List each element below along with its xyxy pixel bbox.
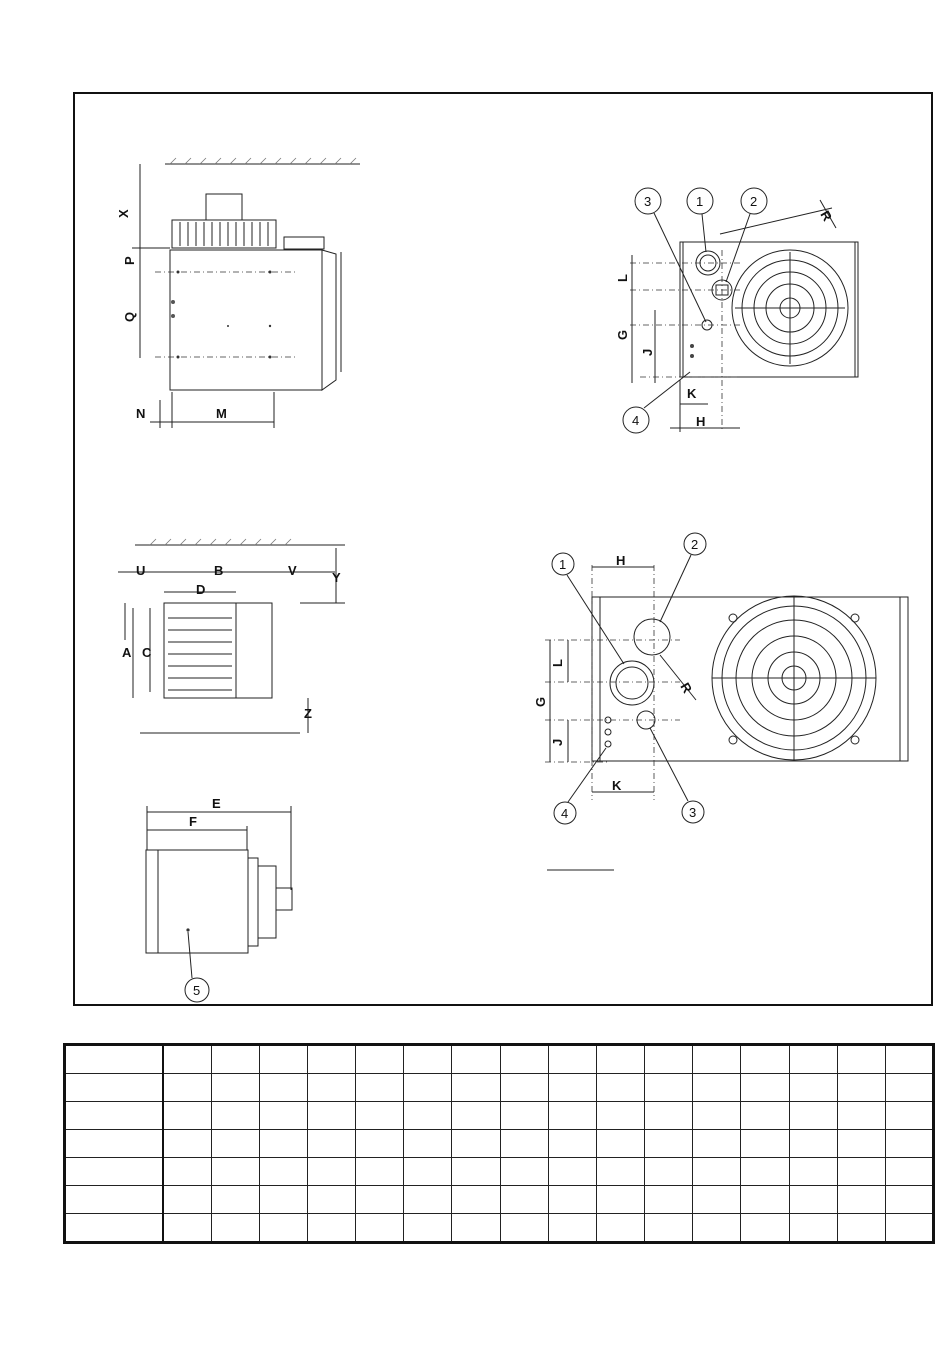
rear-view-large — [533, 533, 908, 870]
table-cell — [500, 1158, 548, 1186]
svg-text:L: L — [550, 659, 565, 667]
table-cell — [163, 1158, 211, 1186]
svg-text:F: F — [189, 814, 197, 829]
table-cell — [307, 1186, 355, 1214]
table-cell — [452, 1158, 500, 1186]
table-cell — [65, 1186, 164, 1214]
table-cell — [693, 1186, 741, 1214]
table-cell — [404, 1214, 452, 1243]
table-cell — [741, 1130, 789, 1158]
table-cell — [693, 1130, 741, 1158]
table-row — [65, 1074, 934, 1102]
svg-text:U: U — [136, 563, 146, 578]
table-cell — [741, 1045, 789, 1074]
table-cell — [452, 1074, 500, 1102]
svg-text:4: 4 — [632, 413, 640, 428]
table-cell — [789, 1102, 837, 1130]
table-cell — [693, 1214, 741, 1243]
table-cell — [789, 1214, 837, 1243]
table-cell — [645, 1186, 693, 1214]
table-cell — [65, 1130, 164, 1158]
table-cell — [356, 1130, 404, 1158]
table-cell — [163, 1130, 211, 1158]
svg-text:J: J — [550, 738, 565, 746]
svg-text:R: R — [677, 680, 696, 696]
table-cell — [885, 1214, 933, 1243]
table-cell — [259, 1214, 307, 1243]
svg-text:G: G — [615, 329, 630, 340]
table-row — [65, 1158, 934, 1186]
side-view — [116, 158, 360, 428]
table-cell — [596, 1186, 644, 1214]
svg-text:M: M — [216, 406, 227, 421]
table-cell — [307, 1045, 355, 1074]
table-cell — [837, 1158, 885, 1186]
table-cell — [789, 1045, 837, 1074]
table-cell — [65, 1045, 164, 1074]
table-cell — [65, 1214, 164, 1243]
table-cell — [885, 1186, 933, 1214]
table-cell — [596, 1130, 644, 1158]
table-cell — [693, 1045, 741, 1074]
table-cell — [259, 1186, 307, 1214]
table-cell — [452, 1045, 500, 1074]
table-cell — [741, 1158, 789, 1186]
table-cell — [211, 1158, 259, 1186]
table-cell — [452, 1102, 500, 1130]
svg-text:E: E — [212, 796, 221, 811]
table-cell — [211, 1074, 259, 1102]
table-cell — [65, 1158, 164, 1186]
svg-text:5: 5 — [193, 983, 201, 998]
table-cell — [500, 1214, 548, 1243]
table-cell — [163, 1074, 211, 1102]
table-cell — [645, 1130, 693, 1158]
table-cell — [548, 1045, 596, 1074]
table-cell — [885, 1045, 933, 1074]
table-cell — [356, 1214, 404, 1243]
table-cell — [837, 1214, 885, 1243]
table-cell — [259, 1074, 307, 1102]
table-cell — [356, 1102, 404, 1130]
table-cell — [163, 1214, 211, 1243]
table-cell — [837, 1102, 885, 1130]
svg-text:3: 3 — [644, 194, 652, 209]
table-cell — [259, 1158, 307, 1186]
svg-text:D: D — [196, 582, 206, 597]
svg-text:R: R — [817, 208, 836, 224]
table-cell — [596, 1158, 644, 1186]
rear-view-top — [615, 188, 858, 433]
table-row — [65, 1186, 934, 1214]
table-cell — [404, 1130, 452, 1158]
table-cell — [307, 1214, 355, 1243]
table-cell — [356, 1074, 404, 1102]
table-cell — [452, 1214, 500, 1243]
table-cell — [548, 1214, 596, 1243]
table-cell — [645, 1045, 693, 1074]
table-cell — [885, 1130, 933, 1158]
table-cell — [259, 1130, 307, 1158]
top-view — [146, 796, 292, 1002]
svg-text:C: C — [142, 645, 152, 660]
table-cell — [548, 1158, 596, 1186]
svg-text:Q: Q — [122, 311, 137, 322]
table-cell — [500, 1130, 548, 1158]
table-cell — [645, 1214, 693, 1243]
svg-text:2: 2 — [750, 194, 758, 209]
table-cell — [837, 1074, 885, 1102]
table-cell — [356, 1158, 404, 1186]
table-cell — [837, 1045, 885, 1074]
svg-text:N: N — [136, 406, 146, 421]
svg-text:K: K — [687, 386, 697, 401]
table-cell — [596, 1102, 644, 1130]
table-cell — [163, 1186, 211, 1214]
table-cell — [693, 1102, 741, 1130]
svg-text:K: K — [612, 778, 622, 793]
table-cell — [211, 1102, 259, 1130]
svg-text:V: V — [288, 563, 297, 578]
table-cell — [645, 1074, 693, 1102]
table-row — [65, 1214, 934, 1243]
table-cell — [596, 1045, 644, 1074]
table-cell — [741, 1214, 789, 1243]
table-cell — [789, 1130, 837, 1158]
svg-text:A: A — [122, 645, 132, 660]
svg-text:Y: Y — [332, 570, 341, 585]
svg-text:J: J — [640, 348, 655, 356]
table-cell — [741, 1102, 789, 1130]
svg-text:G: G — [533, 696, 548, 707]
table-cell — [404, 1186, 452, 1214]
table-cell — [548, 1102, 596, 1130]
table-row — [65, 1102, 934, 1130]
table-cell — [596, 1214, 644, 1243]
table-cell — [211, 1214, 259, 1243]
table-cell — [307, 1074, 355, 1102]
table-cell — [885, 1158, 933, 1186]
front-clearance-view — [118, 539, 345, 733]
table-cell — [500, 1102, 548, 1130]
table-cell — [259, 1102, 307, 1130]
svg-text:H: H — [696, 414, 706, 429]
table-cell — [789, 1186, 837, 1214]
table-cell — [500, 1074, 548, 1102]
table-cell — [837, 1130, 885, 1158]
table-cell — [307, 1102, 355, 1130]
table-cell — [693, 1158, 741, 1186]
table-cell — [356, 1186, 404, 1214]
table-cell — [789, 1158, 837, 1186]
table-cell — [500, 1186, 548, 1214]
svg-text:H: H — [616, 553, 626, 568]
table-cell — [452, 1186, 500, 1214]
svg-text:Z: Z — [304, 706, 312, 721]
svg-text:P: P — [122, 256, 137, 265]
table-row — [65, 1045, 934, 1074]
table-cell — [163, 1045, 211, 1074]
table-cell — [500, 1045, 548, 1074]
table-cell — [885, 1102, 933, 1130]
table-cell — [211, 1045, 259, 1074]
svg-text:X: X — [116, 209, 131, 218]
table-cell — [404, 1074, 452, 1102]
table-cell — [307, 1158, 355, 1186]
table-cell — [548, 1074, 596, 1102]
table-cell — [645, 1102, 693, 1130]
svg-text:B: B — [214, 563, 224, 578]
table-cell — [65, 1102, 164, 1130]
table-cell — [548, 1130, 596, 1158]
svg-text:2: 2 — [691, 537, 699, 552]
table-cell — [789, 1074, 837, 1102]
table-cell — [548, 1186, 596, 1214]
table-cell — [645, 1158, 693, 1186]
svg-text:1: 1 — [696, 194, 704, 209]
table-cell — [65, 1074, 164, 1102]
table-cell — [211, 1186, 259, 1214]
svg-text:L: L — [615, 274, 630, 282]
table-cell — [693, 1074, 741, 1102]
table-cell — [837, 1186, 885, 1214]
svg-text:3: 3 — [689, 805, 697, 820]
table-cell — [741, 1186, 789, 1214]
table-cell — [404, 1158, 452, 1186]
svg-text:4: 4 — [561, 806, 569, 821]
table-row — [65, 1130, 934, 1158]
table-cell — [404, 1102, 452, 1130]
table-cell — [452, 1130, 500, 1158]
table-cell — [741, 1074, 789, 1102]
table-cell — [163, 1102, 211, 1130]
table-cell — [885, 1074, 933, 1102]
table-cell — [259, 1045, 307, 1074]
svg-text:1: 1 — [559, 557, 567, 572]
table-cell — [404, 1045, 452, 1074]
table-cell — [596, 1074, 644, 1102]
table-cell — [211, 1130, 259, 1158]
dimension-table — [63, 1043, 935, 1244]
table-cell — [307, 1130, 355, 1158]
table-cell — [356, 1045, 404, 1074]
